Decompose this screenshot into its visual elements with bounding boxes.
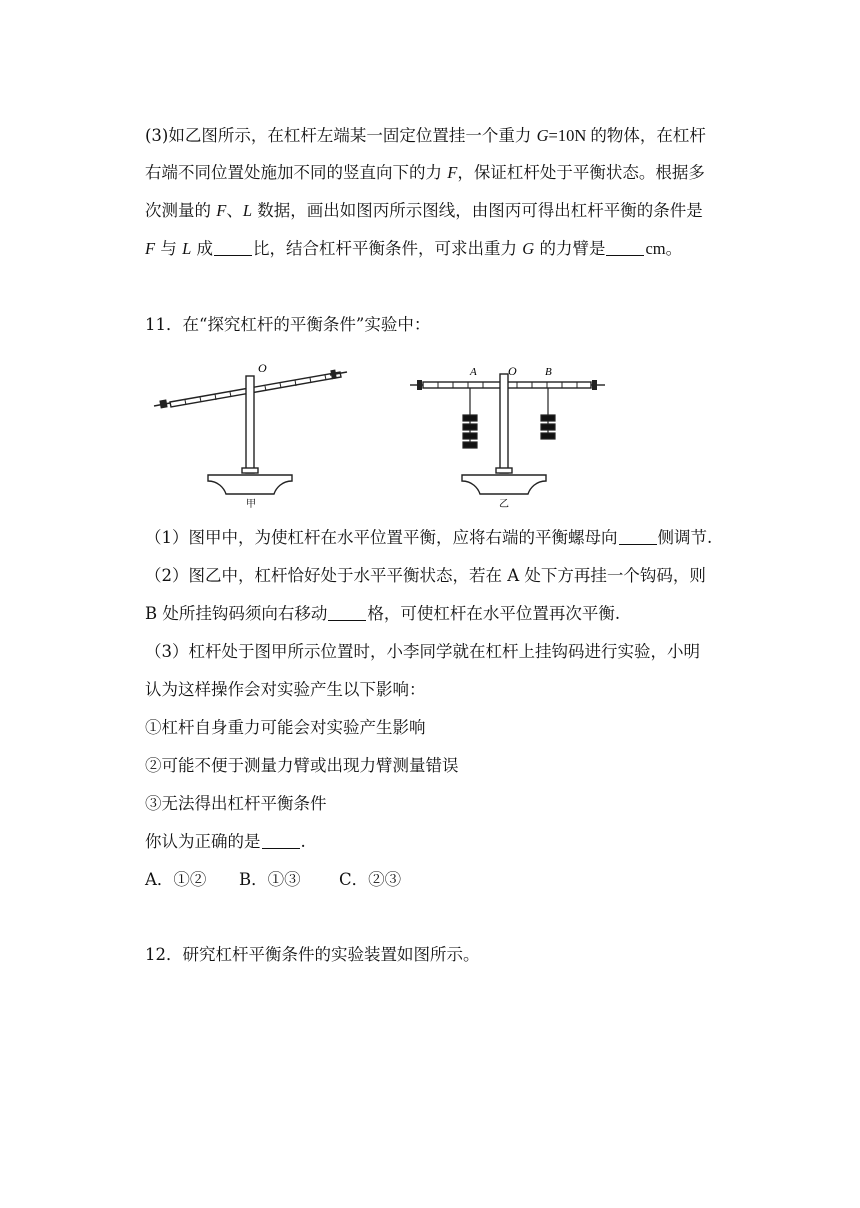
option-c[interactable]: C．②③ [339, 870, 402, 889]
q11-part2-line2: B 处所挂钩码须向右移动 格，可使杠杆在水平位置再次平衡. [145, 604, 621, 623]
yi-caption: 乙 [499, 499, 509, 510]
yi-label-a: A [470, 366, 477, 378]
q11-item-1: ①杠杆自身重力可能会对实验产生影响 [145, 718, 426, 737]
q11-title: 11．在“探究杠杆的平衡条件”实验中： [145, 315, 431, 334]
answer-blank[interactable] [214, 239, 252, 256]
q11-part3-line2: 认为这样操作会对实验产生以下影响： [145, 680, 426, 699]
q11-options [145, 869, 401, 891]
jia-pivot-label: O [258, 361, 267, 375]
option-b[interactable]: B．①③ [239, 870, 301, 889]
yi-weights-left [463, 388, 477, 448]
figure-yi [405, 360, 610, 510]
q11-part1: （1）图甲中，为使杠杆在水平位置平衡，应将右端的平衡螺母向 侧调节. [145, 528, 713, 547]
answer-blank[interactable] [262, 832, 300, 849]
q10-line-2: 右端不同位置处施加不同的竖直向下的力 F，保证杠杆处于平衡状态。根据多 [145, 163, 705, 182]
q12-title: 12．研究杠杆平衡条件的实验装置如图所示。 [145, 945, 480, 964]
yi-weights-right [541, 388, 555, 439]
figure-jia [150, 360, 350, 510]
q10-line-4: F 与 L 成 比，结合杠杆平衡条件，可求出重力 G 的力臂是 cm。 [145, 239, 683, 258]
jia-caption: 甲 [246, 499, 256, 510]
option-a[interactable]: A．①② [145, 870, 207, 889]
yi-pivot-label: O [508, 364, 517, 378]
q11-part2-line1: （2）图乙中，杠杆恰好处于水平平衡状态，若在 A 处下方再挂一个钩码，则 [145, 566, 706, 585]
q11-part3-line1: （3）杠杆处于图甲所示位置时，小李同学就在杠杆上挂钩码进行实验，小明 [145, 642, 700, 661]
q11-ask: 你认为正确的是 . [145, 832, 306, 851]
q10-line-3: 次测量的 F、L 数据，画出如图丙所示图线，由图丙可得出杠杆平衡的条件是 [145, 201, 703, 220]
yi-label-b: B [545, 366, 552, 378]
q11-item-3: ③无法得出杠杆平衡条件 [145, 794, 327, 813]
answer-blank[interactable] [328, 604, 366, 621]
answer-blank[interactable] [606, 239, 644, 256]
q10-line-1: (3)如乙图所示，在杠杆左端某一固定位置挂一个重力 G=10N 的物体，在杠杆 [145, 126, 706, 145]
q11-item-2: ②可能不便于测量力臂或出现力臂测量错误 [145, 756, 459, 775]
answer-blank[interactable] [619, 528, 657, 545]
